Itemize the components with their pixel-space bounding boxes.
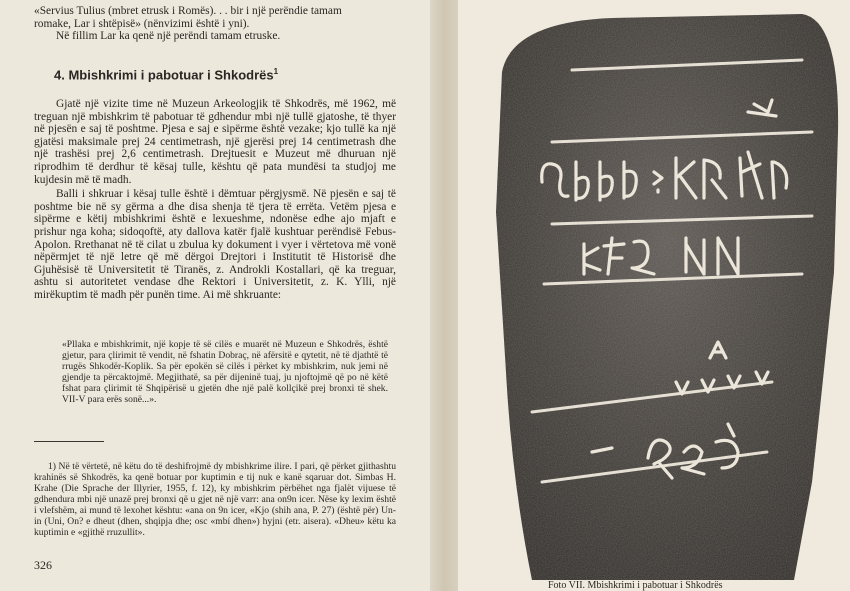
page-number: 326 [34,558,52,572]
section-heading-text: 4. Mbishkrimi i pabotuar i Shkodrës [54,67,274,83]
body-text [34,98,396,302]
intro-line-3: Në fillim Lar ka qenë një perëndi tamam etruske. [56,30,281,43]
book-gutter [430,0,458,591]
letter-quote [62,339,388,405]
quote-text: «Pllaka e mbishkrimit, një kopje të së cilës e muarët në Muzeun e Shkodrës, është gjetur, para çlirimit të vendit, në fshatin Dobraç, në afërsitë e qytetit, në të djathtë të rrugës Shkodër-Koplik. Sa për epokën së cilës i përket ky mbishkrim, nuk jemi në gjendje ta përcaktojmë. Megjithatë, sa për dijeninë tuaj, ju njoftojmë që po në këtë fshat para çlirimit të Shqipërisë u gjetën dhe një palë kollçikë prej bronxi të shek. VII-V para erës sonë...». [62,339,388,405]
right-page [458,0,850,591]
paragraph-1: Gjatë një vizite time në Muzeun Arkeologjik të Shkodrës, më 1962, më treguan një mbishkrim të pabotuar të gdhendur mbi një tullë gjatoshe, të thyer në pjesën e saj të poshtme. Pjesa e saj e sipërme është vezake; kjo tullë ka një gjatësi maksimale prej 24 centimetrash, një gjerësi prej 14 centimetrash dhe një trashësi prej 2,6 centimetrash. Drejtuesit e Muzeut më dhuruan një riprodhim të derdhur të kësaj tulle, kështu që pata mundësi ta studjoj me kujdesin më të madh. [34,98,396,186]
photo-caption: Foto VII. Mbishkrimi i pabotuar i Shkodrës [548,580,723,591]
footnote-text: 1) Në të vërtetë, në këtu do të deshifrojmë dy mbishkrime ilire. I pari, që përket gjithashtu krahinës së Shkodrës, ka qenë botuar por kuptimin e tij nuk e kanë sqaruar dot. Simbas H. Krahe (Die Sprache der Illyrier, 1955, f. 12), ky mbishkrim përbëhet nga fjalët vijuese të gdhendura mbi një unazë prej bronxi që u gjet në një varr: ana on9n icer. Nëse ky lexim është i vlefshëm, ai mund të lexohet kështu: «ana on 9n icer, «Kjo (shih ana, P. 27) (është për) Un-in (Uni, On? e dheut (dhen, shqipja dhe; osc «mbí dhen») hyjni (etr. aisera). «Dheu» këtu ka kuptimin e «gjithë rruzullit». [34,461,396,538]
intro-text [34,5,396,43]
paragraph-2: Balli i shkruar i kësaj tulle është i dëmtuar përgjysmë. Në pjesën e saj të poshtme bie në sy gërma a dhe disa shenja të tjera të errëta. Vetëm pjesa e sipërme e këtij mbishkrimi është e lexueshme, ndonëse edhe ajo mjaft e prishur nga koha; sidoqoftë, aty dallova katër fjalë kushtuar perëndisë Febus-Apolon. Rrethanat në të cilat u zbulua ky dokument i vyer i vërtetova më vonë nëpërmjet të një letre që më dërgoi Drejtori i Institutit të Historisë dhe Gjuhësisë të Universitetit të Tiranës, z. Androkli Kostallari, që ka treguar, ashtu si autoritetet vendase dhe Rektori i Universitetit, z. K. Ylli, një mirëkuptim të madh për punën time. Ai më shkruante: [34,188,396,301]
inscription-photo [472,12,842,580]
footnote [34,461,396,538]
intro-line-2: romake, Lar i shtëpisë» (nënvizimi është i yni). [34,17,250,30]
footnote-rule [34,441,104,442]
intro-line-1: «Servius Tulius (mbret etrusk i Romës). . . bir i një perëndie tamam [34,5,342,17]
heading-footnote-mark: 1 [273,67,279,76]
section-heading [54,67,394,82]
